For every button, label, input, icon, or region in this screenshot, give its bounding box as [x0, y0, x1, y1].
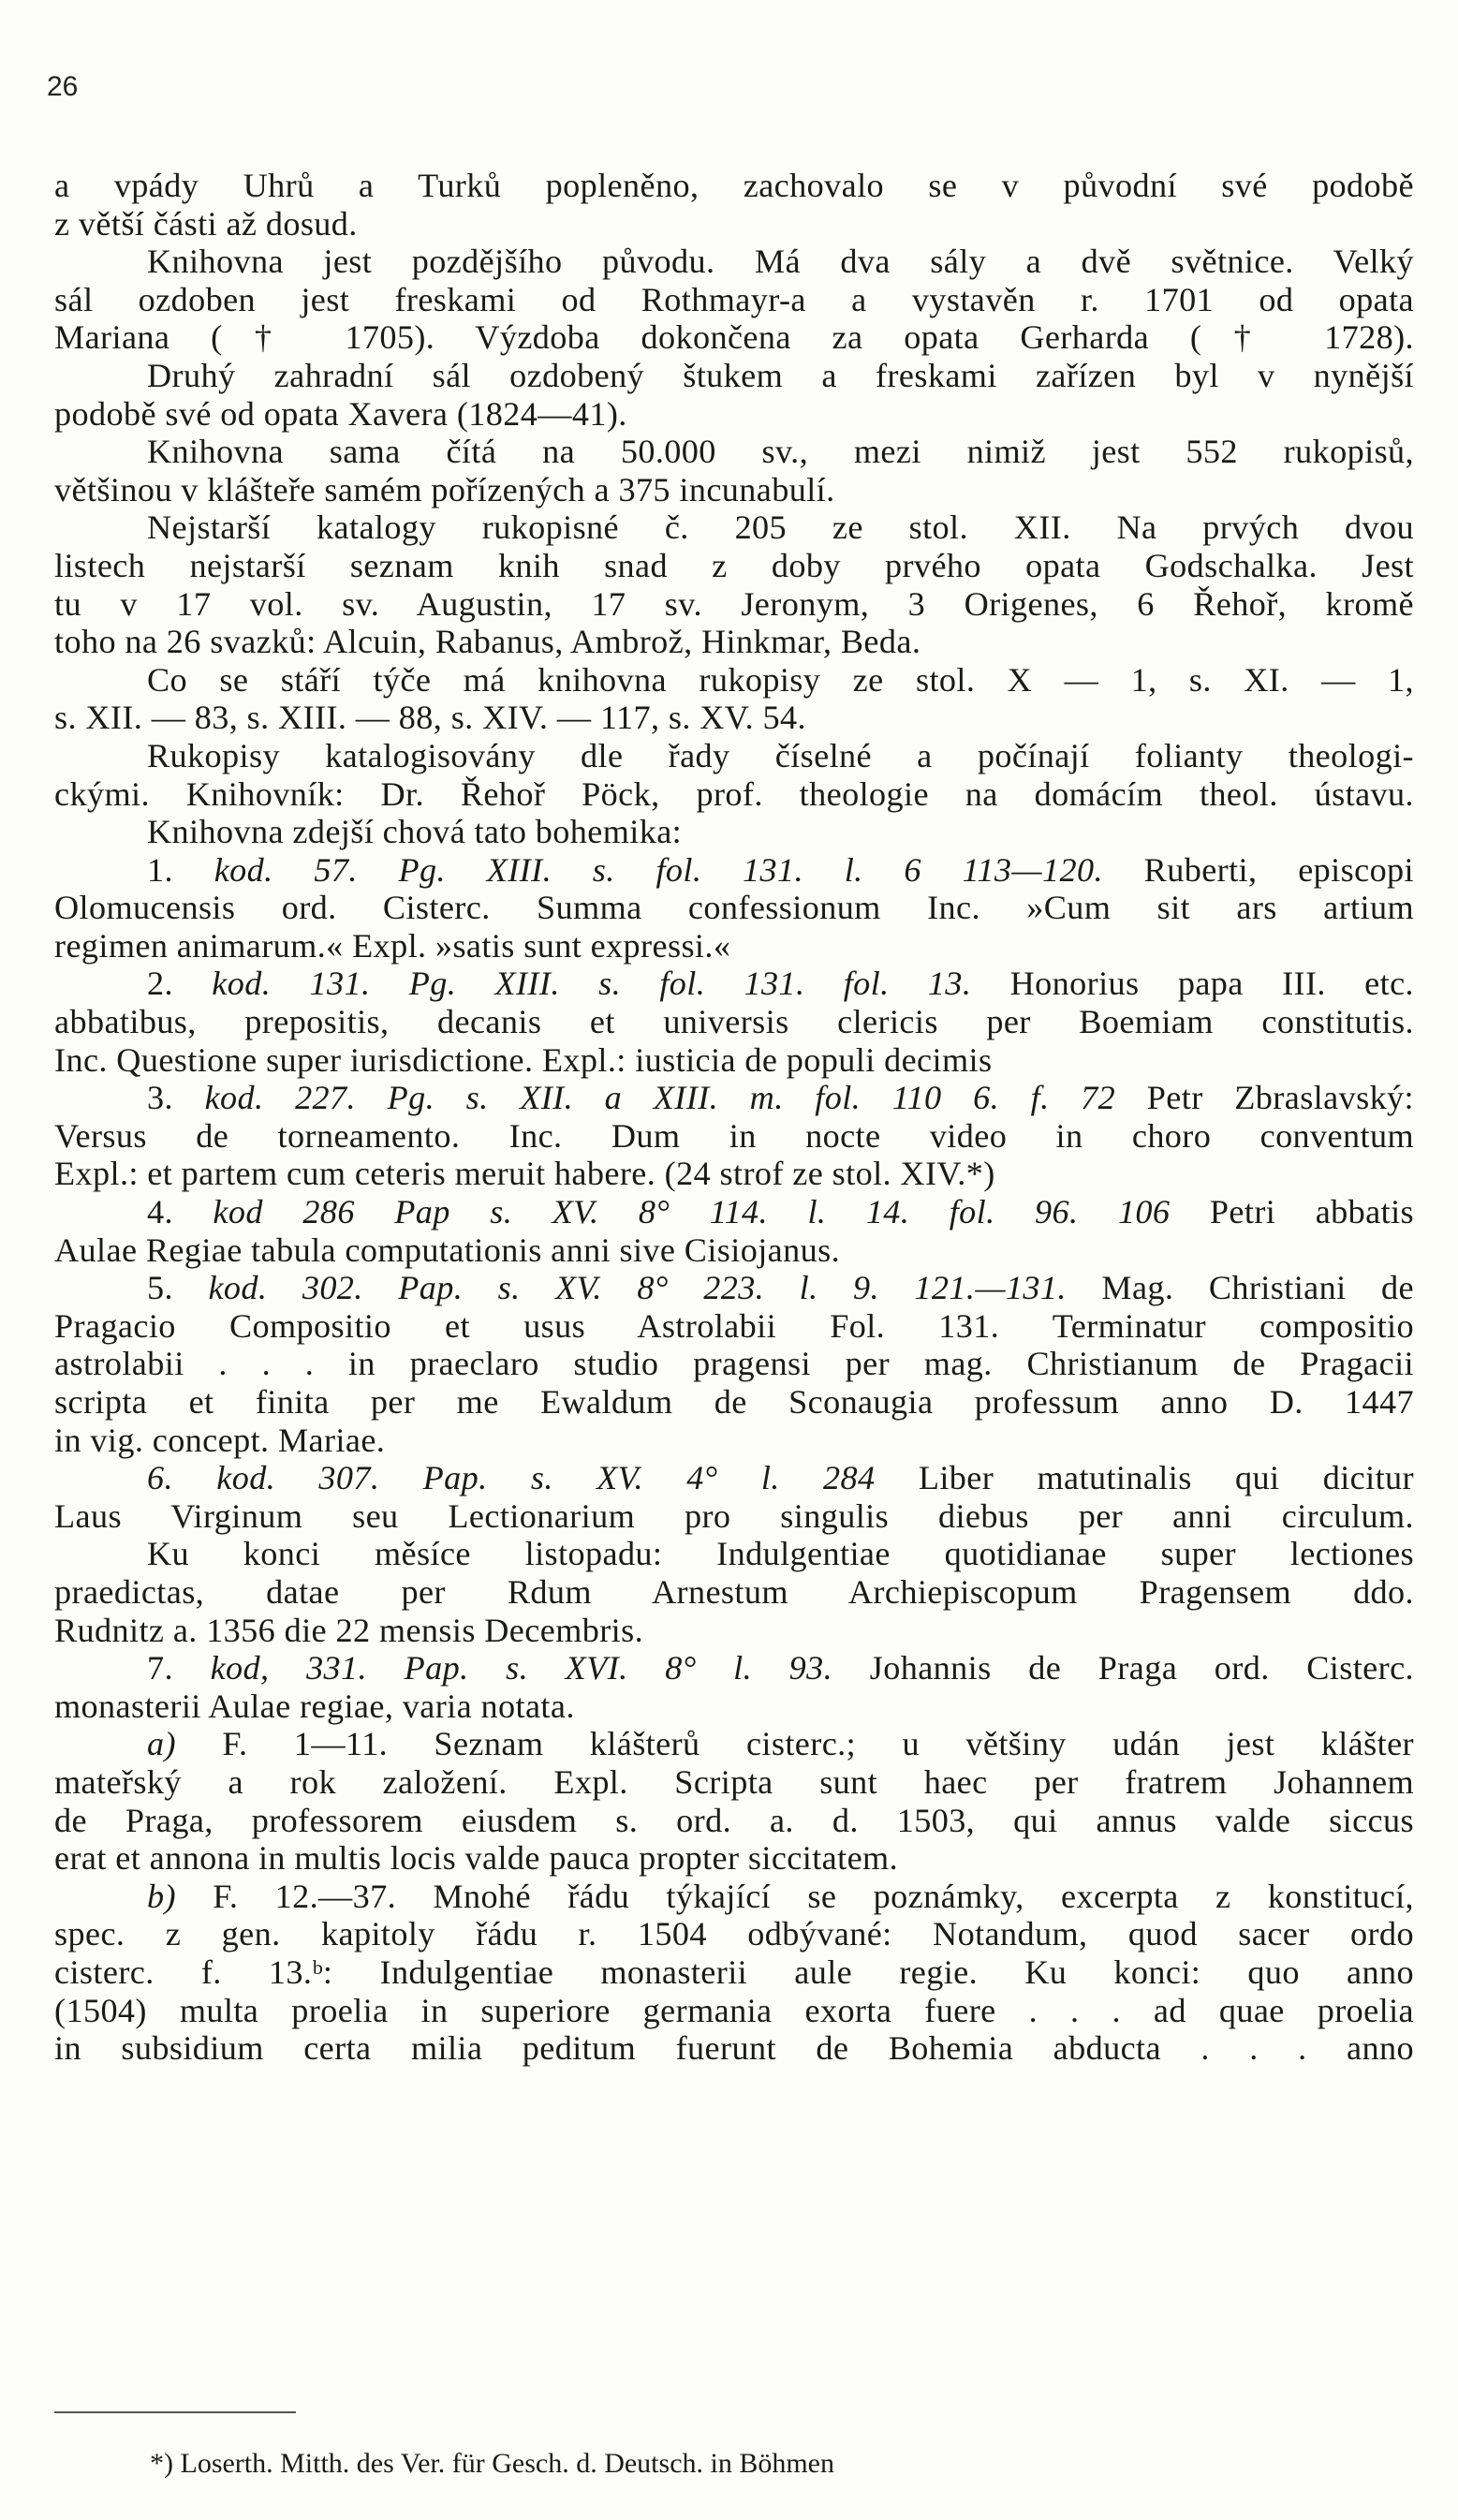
italic-run: kod. 131. Pg. XIII. s. fol. 131. fol. 13.: [212, 965, 972, 1003]
text-line: s. XII. — 83, s. XIII. — 88, s. XIV. — 117, s. XV. 54.: [54, 699, 806, 737]
text-line: [54, 1649, 1414, 1687]
text-line: [54, 1269, 1414, 1307]
text-line: [54, 1079, 1414, 1117]
text-line: (1504) multa proelia in superiore germania exorta fuere . . . ad quae proelia: [54, 1991, 1414, 2029]
text-line: podobě své od opata Xavera (1824—41).: [54, 394, 627, 433]
text-run: 5.: [147, 1269, 209, 1307]
text-line: cisterc. f. 13.ᵇ: Indulgentiae monasterii aule regie. Ku konci: quo anno: [54, 1953, 1414, 1991]
text-line: regimen animarum.« Expl. »satis sunt expressi.«: [54, 926, 731, 965]
italic-run: 6. kod. 307. Pap. s. XV. 4° l. 284: [147, 1459, 876, 1497]
text-line: monasterii Aulae regiae, varia notata.: [54, 1687, 575, 1725]
text-line: Mariana († 1705). Výzdoba dokončena za opata Gerharda († 1728).: [54, 318, 1414, 357]
text-run: 2.: [147, 965, 213, 1003]
text-line: [54, 965, 1414, 1003]
text-run: F. 12.—37. Mnohé řádu týkající se poznámky, excerpta z konstitucí,: [175, 1877, 1414, 1915]
text-line: Knihovna jest pozdějšího původu. Má dva sály a dvě světnice. Velký: [147, 243, 1414, 281]
footnote: *) Loserth. Mitth. des Ver. für Gesch. d. Deutsch. in Böhmen: [150, 2448, 835, 2479]
text-run: F. 1—11. Seznam klášterů cisterc.; u většiny udán jest klášter: [175, 1725, 1414, 1763]
text-line: ckými. Knihovník: Dr. Řehoř Pöck, prof. theologie na domácím theol. ústavu.: [54, 774, 1414, 813]
text-line: Laus Virginum seu Lectionarium pro singulis diebus per anni circulum.: [54, 1496, 1414, 1535]
text-line: [54, 851, 1414, 890]
page-number: 26: [47, 71, 79, 102]
text-line: Nejstarší katalogy rukopisné č. 205 ze stol. XII. Na prvých dvou: [147, 508, 1414, 547]
text-run: 7.: [147, 1649, 211, 1687]
text-run: Petr Zbraslavský:: [1115, 1079, 1414, 1117]
text-line: sál ozdoben jest freskami od Rothmayr-a a vystavěn r. 1701 od opata: [54, 280, 1414, 318]
text-line: abbatibus, prepositis, decanis et universis clericis per Boemiam constitutis.: [54, 1003, 1414, 1041]
text-line: in subsidium certa milia peditum fuerunt de Bohemia abducta . . . anno: [54, 2029, 1414, 2068]
italic-run: a): [147, 1725, 176, 1763]
text-line: [54, 1459, 1414, 1497]
text-line: z větší části až dosud.: [54, 204, 358, 243]
text-run: Mag. Christiani de: [1066, 1269, 1414, 1307]
body-text: [54, 167, 1414, 2068]
text-line: tu v 17 vol. sv. Augustin, 17 sv. Jeronym, 3 Origenes, 6 Řehoř, kromě: [54, 584, 1414, 623]
text-line: a vpády Uhrů a Turků popleněno, zachovalo se v původní své podobě: [54, 167, 1414, 204]
text-line: Rudnitz a. 1356 die 22 mensis Decembris.: [54, 1611, 644, 1649]
text-line: scripta et finita per me Ewaldum de Sconaugia professum anno D. 1447: [54, 1383, 1414, 1421]
text-run: Ruberti, episcopi: [1102, 850, 1414, 889]
text-line: erat et annona in multis locis valde pauca propter siccitatem.: [54, 1839, 899, 1878]
footnote-rule: [54, 2411, 296, 2413]
text-line: [54, 1878, 1414, 1916]
text-line: Ku konci měsíce listopadu: Indulgentiae quotidianae super lectiones: [147, 1535, 1414, 1573]
text-line: Versus de torneamento. Inc. Dum in nocte video in choro conventum: [54, 1116, 1414, 1155]
text-line: spec. z gen. kapitoly řádu r. 1504 odbývané: Notandum, quod sacer ordo: [54, 1915, 1414, 1953]
italic-run: kod 286 Pap s. XV. 8° 114. l. 14. fol. 96. 106: [213, 1193, 1171, 1231]
text-line: Inc. Questione super iurisdictione. Expl.: iusticia de populi decimis: [54, 1040, 993, 1079]
italic-run: b): [147, 1877, 176, 1915]
text-line: Expl.: et partem cum ceteris meruit habere. (24 strof ze stol. XIV.*): [54, 1155, 995, 1193]
text-run: Petri abbatis: [1170, 1193, 1414, 1231]
text-line: Knihovna zdejší chová tato bohemika:: [147, 813, 683, 851]
italic-run: kod. 57. Pg. XIII. s. fol. 131. l. 6 113—120.: [214, 850, 1103, 889]
text-line: Pragacio Compositio et usus Astrolabii Fol. 131. Terminatur compositio: [54, 1306, 1414, 1345]
text-line: praedictas, datae per Rdum Arnestum Archiepiscopum Pragensem ddo.: [54, 1572, 1414, 1611]
text-line: [54, 1193, 1414, 1231]
text-line: Knihovna sama čítá na 50.000 sv., mezi nimiž jest 552 rukopisů,: [147, 433, 1414, 471]
italic-run: kod, 331. Pap. s. XVI. 8° l. 93.: [210, 1649, 833, 1687]
text-line: astrolabii . . . in praeclaro studio pragensi per mag. Christianum de Pragacii: [54, 1345, 1414, 1383]
text-line: toho na 26 svazků: Alcuin, Rabanus, Ambrož, Hinkmar, Beda.: [54, 623, 921, 661]
text-run: Liber matutinalis qui dicitur: [875, 1459, 1414, 1497]
text-line: Druhý zahradní sál ozdobený štukem a freskami zařízen byl v nynější: [147, 356, 1414, 394]
text-line: Aulae Regiae tabula computationis anni sive Cisiojanus.: [54, 1231, 841, 1269]
text-run: 4.: [147, 1193, 214, 1231]
text-run: Honorius papa III. etc.: [971, 965, 1414, 1003]
text-run: 1.: [147, 850, 214, 889]
text-line: de Praga, professorem eiusdem s. ord. a. d. 1503, qui annus valde siccus: [54, 1801, 1414, 1839]
text-line: většinou v klášteře samém pořízených a 375 incunabulí.: [54, 470, 835, 508]
text-run: Johannis de Praga ord. Cisterc.: [832, 1649, 1414, 1687]
italic-run: kod. 302. Pap. s. XV. 8° 223. l. 9. 121.—131.: [208, 1269, 1067, 1307]
text-line: Co se stáří týče má knihovna rukopisy ze stol. X — 1, s. XI. — 1,: [147, 660, 1414, 699]
text-line: Rukopisy katalogisovány dle řady číselné a počínají folianty theologi-: [147, 736, 1414, 774]
italic-run: kod. 227. Pg. s. XII. a XIII. m. fol. 110 6. f. 72: [204, 1079, 1116, 1117]
text-line: Olomucensis ord. Cisterc. Summa confessionum Inc. »Cum sit ars artium: [54, 889, 1414, 927]
text-line: listech nejstarší seznam knih snad z doby prvého opata Godschalka. Jest: [54, 546, 1414, 584]
text-line: [54, 1725, 1414, 1763]
text-run: 3.: [147, 1079, 205, 1117]
text-line: mateřský a rok založení. Expl. Scripta sunt haec per fratrem Johannem: [54, 1762, 1414, 1801]
text-line: in vig. concept. Mariae.: [54, 1421, 386, 1459]
